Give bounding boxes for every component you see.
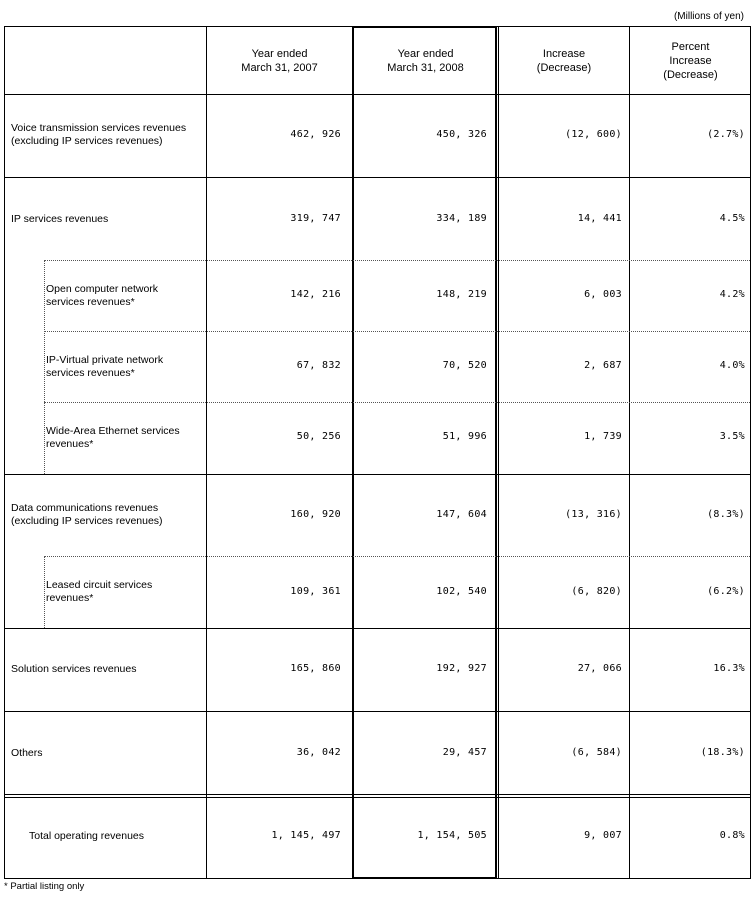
row-label-open-computer-network: Open computer network services revenues*	[46, 283, 159, 308]
row-divider	[5, 711, 750, 712]
subrow-divider	[44, 260, 750, 261]
percent-value: (8.3%)	[707, 509, 745, 520]
fy2007-value: 1, 145, 497	[271, 830, 341, 841]
row-divider	[5, 474, 750, 475]
subrow-indent-line	[44, 556, 45, 628]
percent-value: 4.5%	[719, 213, 745, 224]
row-label-solution-services: Solution services revenues	[11, 663, 137, 675]
subrow-indent-line	[44, 260, 45, 474]
percent-value: 3.5%	[719, 431, 745, 442]
subrow-divider	[44, 331, 750, 332]
change-value: 2, 687	[584, 360, 622, 371]
footnote: * Partial listing only	[4, 881, 85, 892]
header-fy2008: Year ended March 31, 2008	[387, 47, 464, 74]
col-divider	[629, 27, 630, 878]
change-value: 14, 441	[577, 213, 622, 224]
change-value: (6, 584)	[571, 747, 622, 758]
change-value: (6, 820)	[571, 586, 622, 597]
row-divider	[5, 797, 750, 798]
fy2007-value: 165, 860	[290, 663, 341, 674]
fy2007-value: 67, 832	[296, 360, 341, 371]
change-value: 1, 739	[584, 431, 622, 442]
row-label-wide-area-ethernet: Wide-Area Ethernet services revenues*	[46, 425, 180, 450]
col-divider	[498, 27, 499, 878]
fy2007-value: 36, 042	[296, 747, 341, 758]
row-label-data-communications: Data communications revenues (excluding IP services revenues)	[11, 502, 163, 527]
percent-value: (2.7%)	[707, 129, 745, 140]
row-label-leased-circuit: Leased circuit services revenues*	[46, 579, 153, 604]
change-value: 9, 007	[584, 830, 622, 841]
fy2008-value: 334, 189	[436, 213, 487, 224]
units-note: (Millions of yen)	[673, 11, 744, 22]
fy2007-value: 160, 920	[290, 509, 341, 520]
percent-value: 4.0%	[719, 360, 745, 371]
row-divider	[5, 628, 750, 629]
percent-value: (6.2%)	[707, 586, 745, 597]
header-fy2007: Year ended March 31, 2007	[241, 47, 318, 74]
row-label-voice: Voice transmission services revenues (excluding IP services revenues)	[11, 122, 187, 147]
fy2008-value: 70, 520	[442, 360, 487, 371]
fy2008-value: 192, 927	[436, 663, 487, 674]
change-value: 27, 066	[577, 663, 622, 674]
row-divider	[5, 794, 750, 795]
revenue-table	[4, 26, 751, 879]
fy2007-value: 319, 747	[290, 213, 341, 224]
percent-value: 16.3%	[713, 663, 745, 674]
row-label-ip-vpn: IP-Virtual private network services revenues*	[46, 354, 164, 379]
row-divider	[5, 177, 750, 178]
row-divider	[5, 94, 750, 95]
row-label-total: Total operating revenues	[29, 830, 144, 842]
fy2007-value: 462, 926	[290, 129, 341, 140]
change-value: (12, 600)	[565, 129, 622, 140]
percent-value: (18.3%)	[700, 747, 745, 758]
fy2008-value: 51, 996	[442, 431, 487, 442]
fy2008-value: 450, 326	[436, 129, 487, 140]
header-percent: Percent Increase (Decrease)	[663, 40, 718, 81]
fy2007-value: 50, 256	[296, 431, 341, 442]
fy2008-value: 29, 457	[442, 747, 487, 758]
fy2007-value: 142, 216	[290, 289, 341, 300]
row-label-ip-services: IP services revenues	[11, 213, 109, 225]
change-value: (13, 316)	[565, 509, 622, 520]
change-value: 6, 003	[584, 289, 622, 300]
fy2008-value: 148, 219	[436, 289, 487, 300]
subrow-divider	[44, 556, 750, 557]
row-label-others: Others	[11, 747, 43, 759]
percent-value: 0.8%	[719, 830, 745, 841]
percent-value: 4.2%	[719, 289, 745, 300]
fy2008-value: 1, 154, 505	[417, 830, 487, 841]
header-change: Increase (Decrease)	[536, 47, 592, 74]
subrow-divider	[44, 402, 750, 403]
fy2008-value: 147, 604	[436, 509, 487, 520]
col-divider	[206, 27, 207, 878]
fy2007-value: 109, 361	[290, 586, 341, 597]
fy2008-value: 102, 540	[436, 586, 487, 597]
